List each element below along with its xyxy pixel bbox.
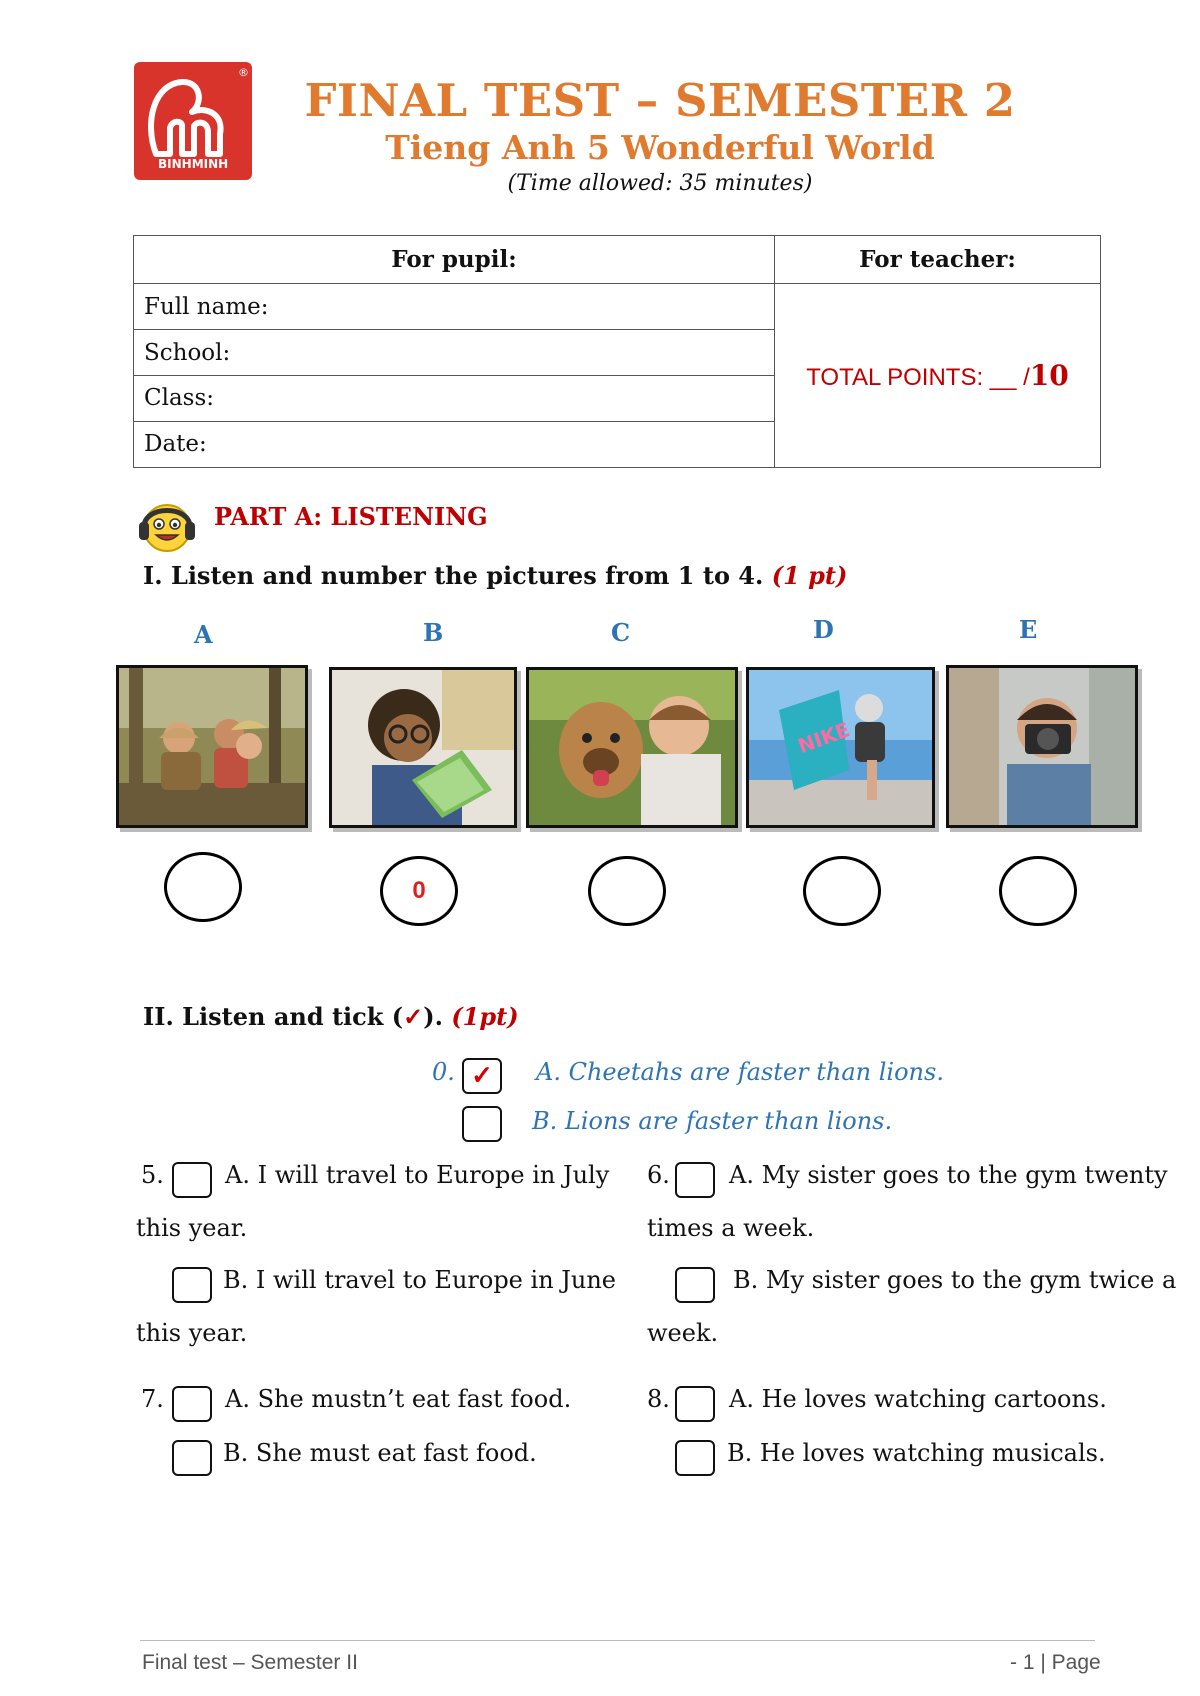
question-5-checkbox-b[interactable] [172,1267,212,1303]
section2-title-post: ). [423,1002,443,1031]
question-6-number: 6. [647,1161,670,1189]
man-hugging-dog-photo [526,667,738,828]
headphones-smiley-icon [136,495,198,557]
answer-circle-e[interactable] [999,856,1077,926]
section1-title [143,561,847,590]
question-5-number: 5. [141,1161,164,1189]
picture-letter-e: E [1019,615,1038,644]
question-5-option-b: B. I will travel to Europe in June [223,1266,617,1294]
picture-letter-d: D [813,615,834,644]
total-points-label: TOTAL POINTS: __ / [806,364,1030,392]
section2-points: (1pt) [451,1002,519,1031]
answer-circle-d[interactable] [803,856,881,926]
question-5-option-a-cont: this year. [136,1214,248,1242]
answer-circle-c[interactable] [588,856,666,926]
section1-title-text: I. Listen and number the pictures from 1 to 4. [143,561,764,590]
footer-left: Final test – Semester II [142,1651,358,1674]
example-number: 0. [432,1058,455,1086]
total-points-max: 10 [1029,359,1069,393]
answer-circle-b[interactable]: 0 [380,856,458,926]
svg-text:®: ® [238,66,249,79]
question-6-option-b-cont: week. [647,1319,719,1347]
page-subtitle: Tieng Anh 5 Wonderful World [385,128,935,167]
example-checkbox-a[interactable]: ✓ [462,1058,502,1094]
class-field[interactable]: Class: [134,376,775,422]
page-title: FINAL TEST – SEMESTER 2 [304,74,1016,127]
answer-circle-a[interactable] [164,852,242,922]
picture-letter-a: A [194,620,213,649]
footer-page-number: - 1 | Page [1010,1651,1101,1674]
section1-points: (1 pt) [771,561,848,590]
picture-letter-b: B [423,618,444,647]
question-6-checkbox-b[interactable] [675,1267,715,1303]
question-7-option-b: B. She must eat fast food. [223,1439,537,1467]
footer-divider [140,1640,1095,1641]
date-field[interactable]: Date: [134,421,775,467]
question-6-option-a-cont: times a week. [647,1214,815,1242]
question-6-option-b: B. My sister goes to the gym twice a [733,1266,1177,1294]
total-points [775,284,1101,468]
part-a-title: PART A: LISTENING [214,502,488,531]
question-5-option-a: A. I will travel to Europe in July [225,1161,610,1189]
tick-icon: ✓ [403,1002,424,1031]
example-option-a: A. Cheetahs are faster than lions. [536,1058,944,1086]
question-8-option-b: B. He loves watching musicals. [727,1439,1106,1467]
example-option-b: B. Lions are faster than lions. [532,1107,893,1135]
info-table [133,235,1101,468]
section2-title [143,1002,519,1031]
picture-letter-c: C [611,618,631,647]
full-name-field[interactable]: Full name: [134,284,775,330]
question-6-option-a: A. My sister goes to the gym twenty [729,1161,1168,1189]
question-8-number: 8. [647,1385,670,1413]
svg-text:NIKE: NIKE [794,717,853,759]
boy-reading-photo [329,667,517,828]
question-7-option-a: A. She mustn’t eat fast food. [225,1385,572,1413]
question-6-checkbox-a[interactable] [675,1162,715,1198]
question-5-checkbox-a[interactable] [172,1162,212,1198]
girl-skateboarding-photo [746,667,935,828]
section2-title-pre: II. Listen and tick ( [143,1002,404,1031]
kids-hiking-photo [116,665,308,828]
question-8-checkbox-b[interactable] [675,1440,715,1476]
time-allowed: (Time allowed: 35 minutes) [507,171,813,196]
svg-text:BINHMINH: BINHMINH [158,157,229,171]
question-5-option-b-cont: this year. [136,1319,248,1347]
binhminh-logo-mark [134,62,252,180]
binhminh-logo [134,62,252,180]
school-field[interactable]: School: [134,330,775,376]
pupil-header: For pupil: [134,236,775,284]
teacher-header: For teacher: [775,236,1101,284]
question-8-checkbox-a[interactable] [675,1386,715,1422]
question-7-number: 7. [141,1385,164,1413]
question-7-checkbox-a[interactable] [172,1386,212,1422]
man-with-camera-photo [946,665,1138,828]
example-checkbox-b[interactable] [462,1106,502,1142]
question-8-option-a: A. He loves watching cartoons. [729,1385,1107,1413]
question-7-checkbox-b[interactable] [172,1440,212,1476]
